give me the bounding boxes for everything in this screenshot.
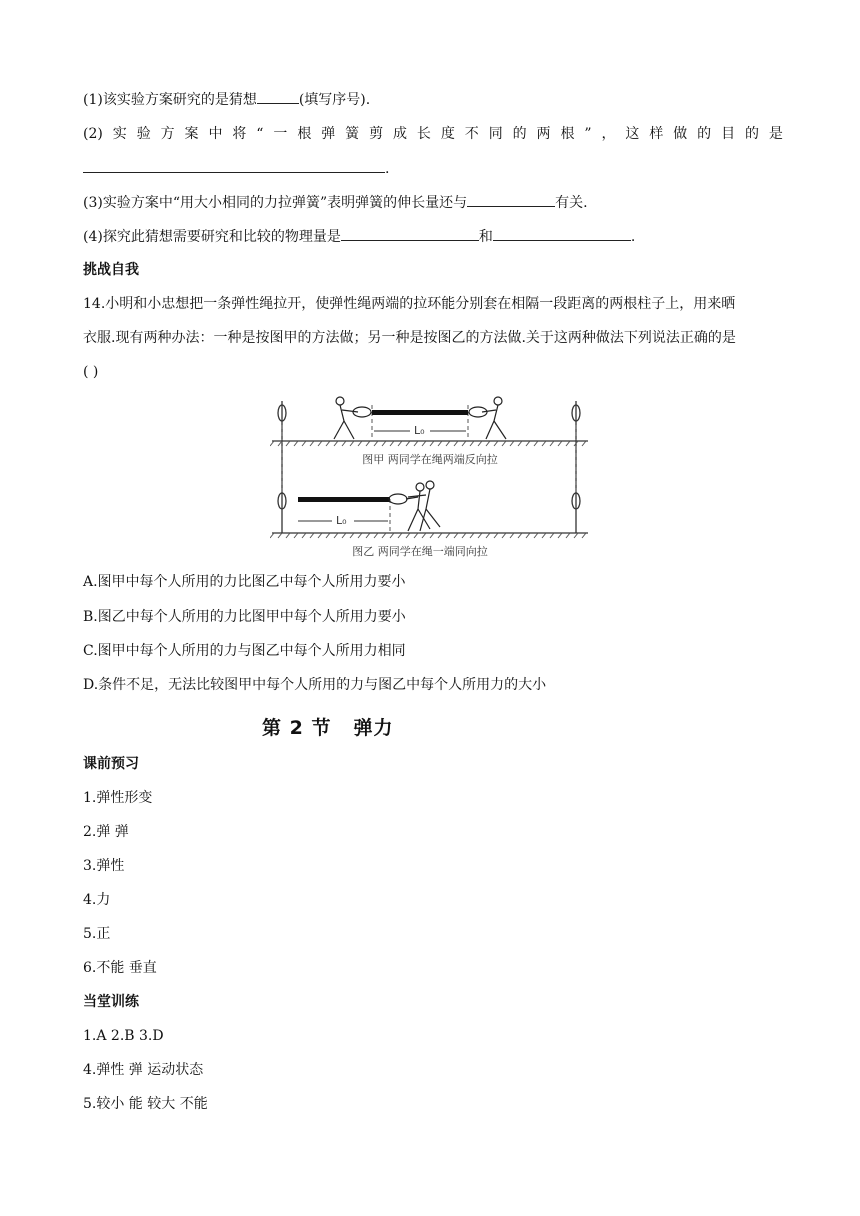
question-2-char: 簧 — [345, 126, 360, 142]
question-2-char: 根 — [297, 126, 312, 142]
question-2-char: 的 — [697, 126, 712, 142]
question-2-char: 样 — [649, 126, 664, 142]
question-2-char: 的 — [512, 126, 527, 142]
question-2-char: 目 — [721, 126, 736, 142]
question-2-char: 方 — [160, 126, 175, 142]
question-2-char: 这 — [625, 126, 640, 142]
question-1 — [83, 89, 370, 110]
section-heading-class-training: 当堂训练 — [83, 994, 139, 1010]
question-3-suffix: 有关. — [555, 195, 588, 211]
question-14-line-1: 14.小明和小忠想把一条弹性绳拉开，使弹性绳两端的拉环能分别套在相隔一段距离的两根柱子上，用来晒 — [83, 296, 736, 312]
question-3 — [83, 192, 588, 213]
elastic-rope-top — [372, 410, 468, 415]
figure-caption-b: 图乙 两同学在绳一端同向拉 — [352, 545, 488, 558]
question-4-mid: 和 — [478, 229, 493, 245]
option-a[interactable]: A.图甲中每个人所用的力比图乙中每个人所用力要小 — [83, 574, 406, 590]
question-2-end: . — [385, 161, 390, 177]
class-answer-1: 1.A 2.B 3.D — [83, 1028, 164, 1044]
preview-answer-2: 2.弹 弹 — [83, 824, 129, 840]
preview-answer-4: 4.力 — [83, 892, 111, 908]
question-2-char: (2) — [83, 126, 103, 142]
answer-blank[interactable] — [341, 226, 479, 241]
figure-caption-a: 图甲 两同学在绳两端反向拉 — [362, 453, 498, 466]
question-2-char: 同 — [488, 126, 503, 142]
question-1-text: (1)该实验方案研究的是猜想 — [83, 92, 257, 108]
persons-pulling-bottom — [406, 481, 440, 531]
question-2-char: “ — [256, 126, 264, 142]
preview-answer-5: 5.正 — [83, 926, 111, 942]
question-4-suffix: . — [630, 229, 636, 245]
question-2-char: 实 — [112, 126, 127, 142]
person-right-top — [469, 397, 506, 439]
class-answer-2: 4.弹性 弹 运动状态 — [83, 1062, 204, 1078]
question-2-char: ， — [601, 126, 616, 142]
question-2-char: 剪 — [369, 126, 384, 142]
question-2-char: 两 — [536, 126, 551, 142]
person-left-top — [334, 397, 371, 439]
preview-answer-3: 3.弹性 — [83, 858, 125, 874]
section-heading-challenge: 挑战自我 — [83, 262, 139, 278]
section-title — [262, 713, 415, 740]
answer-blank[interactable] — [257, 89, 299, 104]
length-label-top: L₀ — [414, 424, 425, 437]
section-name: 弹力 — [353, 717, 394, 739]
answer-blank[interactable] — [467, 192, 555, 207]
question-4 — [83, 226, 635, 247]
question-14-line-2: 衣服.现有两种办法：一种是按图甲的方法做；另一种是按图乙的方法做.关于这两种做法下列说法正确的是 — [83, 330, 736, 346]
question-1-suffix: (填写序号). — [298, 92, 371, 108]
question-4-text: (4)探究此猜想需要研究和比较的物理量是 — [83, 229, 341, 245]
question-2-char: 长 — [416, 126, 431, 142]
question-2 — [83, 124, 783, 144]
question-2-char: 案 — [184, 126, 199, 142]
ground-top — [270, 441, 588, 446]
question-2-char: 根 — [560, 126, 575, 142]
question-2-char: 弹 — [321, 126, 336, 142]
question-2-char: 验 — [136, 126, 151, 142]
question-2-char: 不 — [464, 126, 479, 142]
elastic-rope-bottom — [298, 497, 390, 502]
section-number: 第 2 节 — [262, 717, 332, 739]
question-2-char: 将 — [232, 126, 247, 142]
question-2-char: ” — [584, 126, 592, 142]
question-2-char: 做 — [673, 126, 688, 142]
question-2-char: 一 — [273, 126, 288, 142]
question-2-char: 成 — [393, 126, 407, 142]
question-14-answer-bracket: ( ) — [83, 364, 99, 380]
section-heading-preview: 课前预习 — [83, 756, 139, 772]
answer-blank[interactable] — [83, 158, 385, 173]
class-answer-3: 5.较小 能 较大 不能 — [83, 1096, 208, 1112]
question-2-blank-line — [83, 158, 389, 179]
question-2-char: 的 — [745, 126, 759, 142]
preview-answer-6: 6.不能 垂直 — [83, 960, 157, 976]
length-label-bottom: L₀ — [336, 514, 347, 527]
question-3-text: (3)实验方案中“用大小相同的力拉弹簧”表明弹簧的伸长量还与 — [83, 195, 468, 211]
ground-bottom — [270, 533, 588, 538]
option-b[interactable]: B.图乙中每个人所用的力比图甲中每个人所用力要小 — [83, 609, 406, 625]
option-d[interactable]: D.条件不足，无法比较图甲中每个人所用的力与图乙中每个人所用力的大小 — [83, 677, 547, 693]
rope-pull-figure — [270, 393, 590, 565]
question-2-char: 中 — [208, 126, 223, 142]
answer-blank[interactable] — [493, 226, 631, 241]
question-2-char: 度 — [440, 126, 455, 142]
preview-answer-1: 1.弹性形变 — [83, 790, 153, 806]
question-2-char: 是 — [768, 126, 783, 142]
pull-ring — [389, 494, 407, 504]
option-c[interactable]: C.图甲中每个人所用的力与图乙中每个人所用力相同 — [83, 643, 406, 659]
